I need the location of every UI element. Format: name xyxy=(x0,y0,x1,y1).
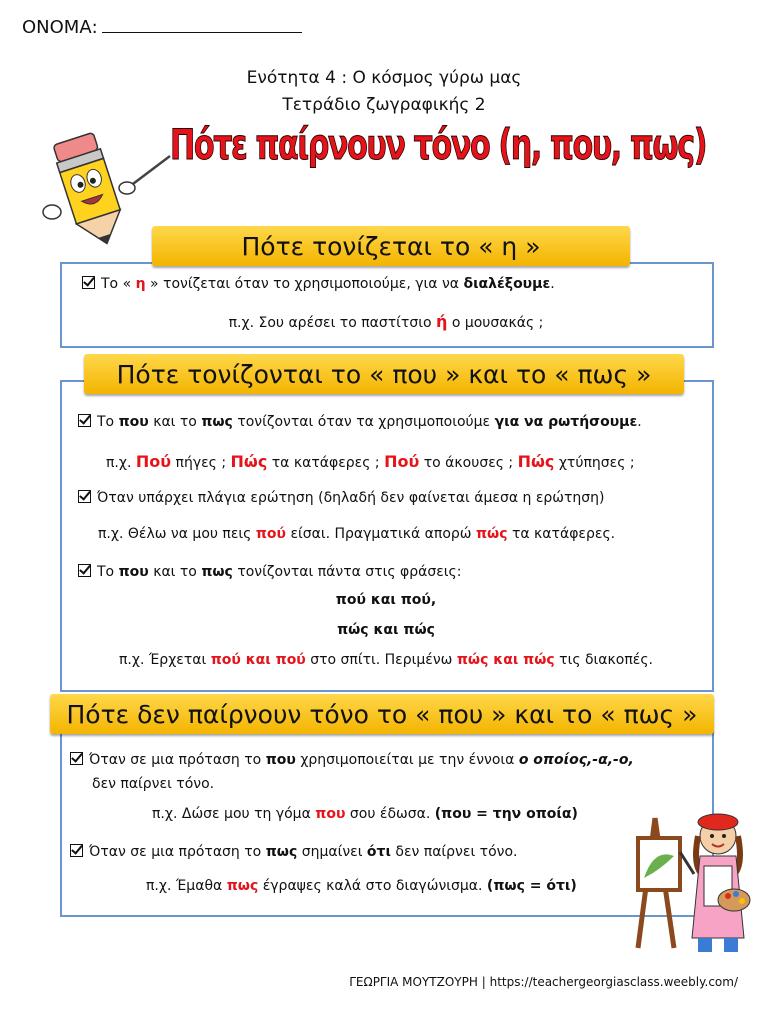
footer-separator: | xyxy=(481,975,486,989)
section2-rule3: Το που και το πως τονίζονται πάντα στις φράσεις: xyxy=(78,564,461,580)
name-row xyxy=(22,16,302,38)
section2-phrase1: πού και πού, xyxy=(335,592,437,608)
section2-heading: Πότε τονίζονται το « που » και το « πως » xyxy=(84,354,684,394)
checkbox-icon xyxy=(78,490,91,503)
section2-rule2: Όταν υπάρχει πλάγια ερώτηση (δηλαδή δεν φαίνεται άμεσα η ερώτηση) xyxy=(78,490,605,506)
section2-rule1: Το που και το πως τονίζονται όταν τα χρησιμοποιούμε για να ρωτήσουμε. xyxy=(78,414,642,430)
checkbox-icon xyxy=(82,276,95,289)
section3-rule2: Όταν σε μια πρόταση το πως σημαίνει ότι δεν παίρνει τόνο. xyxy=(70,844,517,860)
name-label: ΟΝΟΜΑ: xyxy=(22,17,98,38)
book-title: Τετράδιο ζωγραφικής 2 xyxy=(282,95,486,115)
section1-rule: Το « η » τονίζεται όταν το χρησιμοποιούμε, για να διαλέξουμε. xyxy=(82,276,555,292)
section3-rule1: Όταν σε μια πρόταση το που χρησιμοποιείται με την έννοια ο οποίος,-α,-ο, xyxy=(70,752,634,768)
main-title: Πότε παίρνουν τόνο (η, που, πως) xyxy=(170,120,707,169)
checkbox-icon xyxy=(78,564,91,577)
name-input-line[interactable] xyxy=(102,16,302,33)
section3-rule1-line2: δεν παίρνει τόνο. xyxy=(92,776,215,792)
section2-example3: π.χ. Έρχεται πού και πού στο σπίτι. Περιμένω πώς και πώς τις διακοπές. xyxy=(119,652,653,668)
checkbox-icon xyxy=(78,414,91,427)
section2-example1: π.χ. Πού πήγες ; Πώς τα κατάφερες ; Πού το άκουσες ; Πώς χτύπησες ; xyxy=(106,452,635,471)
section1-example: π.χ. Σου αρέσει το παστίτσιο ή ο μουσακάς ; xyxy=(228,312,544,331)
checkbox-icon xyxy=(70,844,83,857)
section1-heading: Πότε τονίζεται το « η » xyxy=(152,226,630,266)
footer-url[interactable]: https://teachergeorgiasclass.weebly.com/ xyxy=(489,975,738,989)
section2-example2: π.χ. Θέλω να μου πεις πού είσαι. Πραγματικά απορώ πώς τα κατάφερες. xyxy=(98,526,616,542)
footer xyxy=(349,975,738,989)
section1-box xyxy=(60,262,714,348)
unit-title: Ενότητα 4 : Ο κόσμος γύρω μας xyxy=(246,68,522,88)
footer-author: ΓΕΩΡΓΙΑ ΜΟΥΤΖΟΥΡΗ xyxy=(349,975,478,989)
section3-example1: π.χ. Δώσε μου τη γόμα που σου έδωσα. (που = την οποία) xyxy=(152,806,578,822)
painter-girl-icon xyxy=(630,808,755,958)
checkbox-icon xyxy=(70,752,83,765)
section3-heading: Πότε δεν παίρνουν τόνο το « που » και το « πως » xyxy=(50,694,714,734)
section2-phrase2: πώς και πώς xyxy=(337,622,435,638)
section3-example2: π.χ. Έμαθα πως έγραψες καλά στο διαγώνισμα. (πως = ότι) xyxy=(146,878,577,894)
